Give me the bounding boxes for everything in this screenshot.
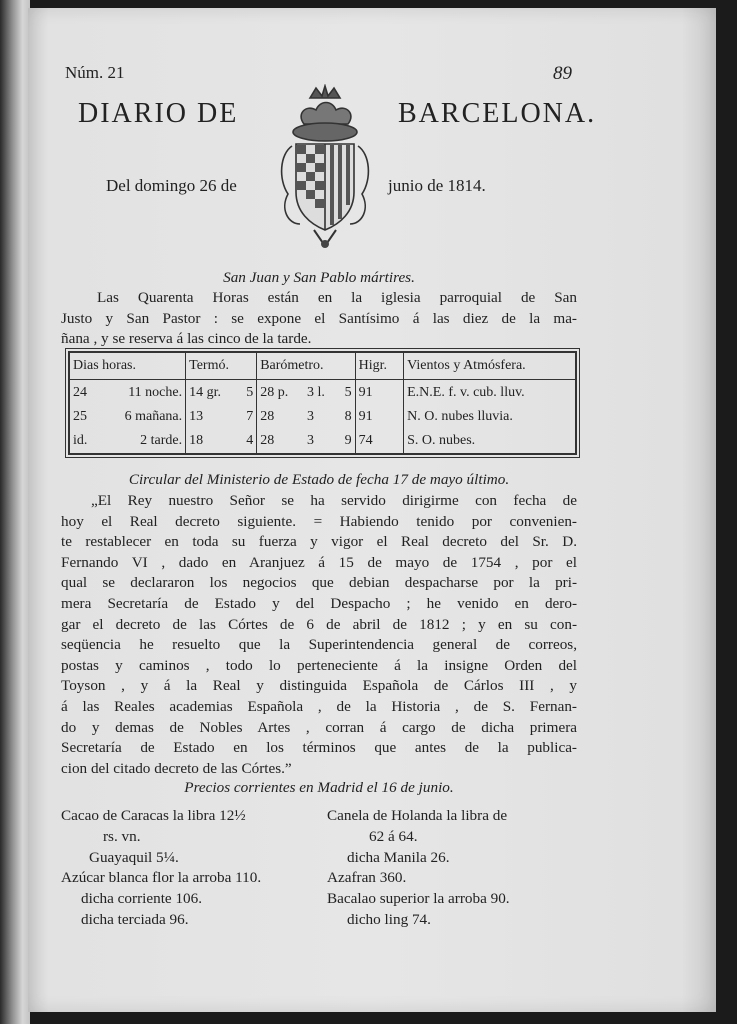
cell-baro: 28 (260, 432, 275, 448)
cell-day: id. (73, 432, 88, 448)
price-item: dicha terciada 96. (81, 910, 189, 928)
text-line: hoy el Real decreto siguiente. = Habiendo tenido por convenien- (61, 512, 577, 530)
newspaper-page (28, 8, 716, 1012)
cell-wind: S. O. nubes. (407, 432, 476, 448)
precios-title: Precios corrientes en Madrid el 16 de junio. (184, 779, 454, 796)
text-line: gar el decreto de las Córtes de 6 de abril de 1812 ; y en su con- (61, 615, 577, 633)
column-header: Vientos y Atmósfera. (404, 353, 575, 380)
text-line: Fernando VI , dado en Aranjuez á 15 de mayo de 1754 , por el (61, 553, 577, 571)
cell-baro: 3 (306, 432, 314, 448)
price-item: Azúcar blanca flor la arroba 110. (61, 869, 262, 887)
table-row (70, 429, 575, 453)
issue-number: Núm. 21 (65, 63, 125, 82)
price-item: Bacalao superior la arroba 90. (327, 890, 510, 908)
cell-day: 25 (73, 408, 87, 424)
table-row (70, 405, 575, 429)
cell-therm: 14 gr. (189, 384, 222, 400)
table-row (70, 380, 575, 405)
text-line: te restablecer en toda su fuerza y vigor el Real decreto del Sr. D. (61, 533, 577, 551)
cell-baro: 3 (306, 408, 314, 424)
quarenta-horas-notice (61, 288, 577, 350)
cell-hour: 6 mañana. (98, 405, 186, 429)
price-item: rs. vn. (103, 827, 141, 845)
cell-therm: 4 (238, 429, 256, 453)
text-line: Justo y San Pastor : se expone el Santísimo á las diez de la ma- (61, 309, 577, 327)
precios-right-column (327, 806, 510, 931)
column-header: Higr. (355, 353, 403, 380)
price-item: Azafran 360. (327, 869, 407, 887)
weather-table (68, 351, 577, 455)
cell-therm: 5 (238, 380, 256, 405)
cell-baro: 28 p. (260, 384, 289, 400)
price-item: Cacao de Caracas la libra 12½ (61, 807, 246, 824)
text-line: „El Rey nuestro Señor se ha servido dirigirme con fecha de (91, 492, 577, 509)
date-line-right: junio de 1814. (388, 176, 486, 195)
text-line: qual se declararon los negocios que debian despacharse por la pri- (61, 574, 577, 592)
price-item: Guayaquil 5¼. (89, 848, 179, 866)
text-line: postas y caminos , todo lo perteneciente á la insigne Orden del (61, 656, 577, 674)
circular-body (61, 491, 577, 779)
table-header-row (70, 353, 575, 380)
text-line: Toyson , y á la Real y distinguida Española de Cárlos III , y (61, 677, 577, 695)
barcelona-coat-of-arms (266, 84, 384, 254)
text-line: Secretaría de Estado en los términos que antes de la publica- (61, 739, 577, 757)
cell-hour: 11 noche. (98, 380, 186, 405)
page-number: 89 (553, 63, 572, 84)
cell-hygr: 91 (355, 405, 403, 429)
masthead-title-left: DIARIO DE (78, 98, 239, 129)
price-item: 62 á 64. (369, 827, 418, 845)
cell-therm: 7 (238, 405, 256, 429)
cell-hour: 2 tarde. (98, 429, 186, 453)
cell-hygr: 74 (355, 429, 403, 453)
text-line: cion del citado decreto de las Córtes.” (61, 759, 292, 777)
text-line: seqüencia he resuelto que la Superintendencia general de correos, (61, 636, 577, 654)
price-item: dicho ling 74. (347, 910, 431, 928)
column-header: Termó. (186, 353, 257, 380)
price-item: dicha Manila 26. (347, 848, 450, 866)
cell-wind: E.N.E. f. v. cub. lluv. (407, 384, 525, 400)
cell-baro: 3 l. (306, 384, 325, 400)
masthead-title-right: BARCELONA. (398, 98, 597, 129)
circular-title: Circular del Ministerio de Estado de fecha 17 de mayo último. (128, 471, 510, 488)
cell-therm: 13 (189, 408, 204, 424)
cell-baro: 28 (260, 408, 275, 424)
column-header: Dias horas. (70, 353, 186, 380)
book-binding (0, 0, 30, 1024)
price-item: Canela de Holanda la libra de (327, 807, 508, 824)
precios-left-column (61, 806, 261, 931)
date-line-left: Del domingo 26 de (106, 176, 237, 195)
column-header: Barómetro. (257, 353, 355, 380)
text-line: mera Secretaría de Estado y del Despacho ; he venido en dero- (61, 594, 577, 612)
cell-therm: 18 (189, 432, 204, 448)
text-line: Las Quarenta Horas están en la iglesia parroquial de San (97, 289, 577, 306)
cell-baro: 5 (337, 380, 356, 405)
text-line: ñana , y se reserva á las cinco de la tarde. (61, 330, 312, 348)
price-item: dicha corriente 106. (81, 890, 203, 908)
cell-baro: 8 (337, 405, 356, 429)
saints-of-the-day: San Juan y San Pablo mártires. (223, 269, 415, 286)
cell-day: 24 (73, 384, 87, 400)
text-line: á las Reales academias Española , de la Historia , de S. Fernan- (61, 697, 577, 715)
cell-baro: 9 (337, 429, 356, 453)
cell-hygr: 91 (355, 380, 403, 405)
text-line: do y demas de Nobles Artes , corran á cargo de dicha primera (61, 718, 577, 736)
cell-wind: N. O. nubes lluvia. (407, 408, 513, 424)
